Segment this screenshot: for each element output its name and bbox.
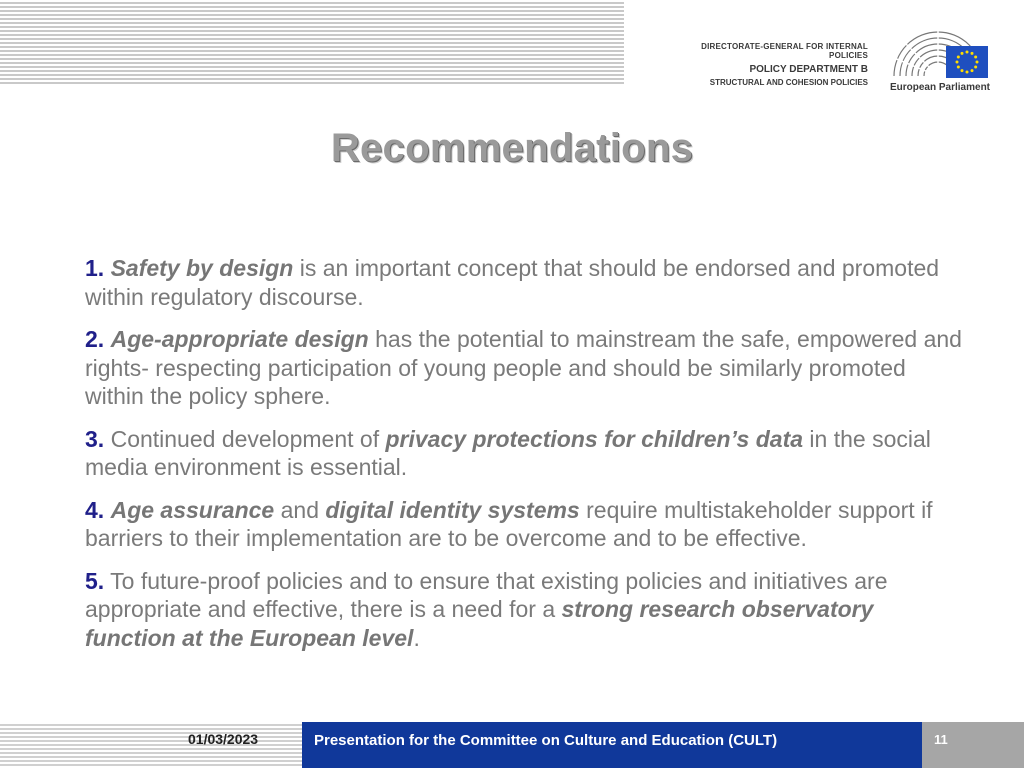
logo-label: European Parliament (889, 82, 991, 93)
footer-presentation-title: Presentation for the Committee on Culture and Education (CULT) (314, 732, 778, 749)
footer-date: 01/03/2023 (188, 731, 259, 747)
recommendation-item (85, 496, 970, 553)
page-number: 11 (934, 732, 948, 747)
department-header (664, 42, 868, 87)
eu-star-icon (974, 56, 977, 59)
parliament-hemicycle-icon (888, 24, 992, 82)
recommendation-text: To future-proof policies and to ensure that existing policies and initiatives are appropriate and effective, there is a need for a (85, 567, 888, 622)
header-stripes (0, 0, 624, 84)
eu-star-icon (966, 71, 969, 74)
policies-label: STRUCTURAL AND COHESION POLICIES (709, 78, 868, 87)
recommendation-text: is an important concept that should be endorsed and promoted within regulatory discourse. (85, 255, 940, 310)
directorate-label: DIRECTORATE-GENERAL FOR INTERNAL POLICIES (701, 42, 868, 60)
recommendation-text: require multistakeholder support if barriers to their implementation are to be overcome and to be effective. (85, 496, 933, 551)
emphasized-text: privacy protections for children’s data (385, 425, 804, 452)
emphasized-text: Age-appropriate design (110, 326, 369, 352)
eu-star-icon (961, 69, 964, 72)
recommendation-text: . (413, 624, 420, 651)
recommendation-number: 3. (85, 425, 105, 452)
footer-bar (302, 722, 922, 768)
recommendations-list (85, 254, 970, 666)
recommendation-text: Continued development of (104, 425, 386, 452)
recommendation-item (85, 567, 970, 653)
eu-star-icon (974, 66, 977, 69)
recommendation-item (85, 425, 970, 482)
eu-star-icon (961, 52, 964, 55)
page-title: Recommendations (330, 126, 694, 170)
emphasized-text: Age assurance (110, 496, 275, 523)
recommendation-text: has the potential to mainstream the safe, empowered and rights- respecting participation of young people and should be similarly promoted within the policy sphere. (85, 326, 962, 409)
page-number-box (922, 722, 1024, 768)
eu-star-icon (957, 56, 960, 59)
recommendation-text: in the social media environment is essential. (85, 425, 931, 480)
european-parliament-logo (888, 24, 992, 96)
emphasized-text: Safety by design (110, 255, 294, 281)
recommendation-number: 1. (85, 255, 105, 281)
eu-star-icon (966, 51, 969, 54)
eu-star-icon (976, 61, 979, 64)
eu-star-icon (957, 66, 960, 69)
emphasized-text: strong research observatory function at the European level (85, 596, 874, 651)
eu-star-icon (971, 69, 974, 72)
emphasized-text: digital identity systems (325, 496, 580, 523)
department-label: POLICY DEPARTMENT B (749, 64, 868, 75)
recommendation-item (85, 325, 970, 411)
eu-star-icon (956, 61, 959, 64)
recommendation-item (85, 254, 970, 311)
recommendation-number: 2. (85, 326, 105, 352)
recommendation-number: 5. (85, 567, 105, 594)
recommendation-text: and (274, 496, 326, 523)
eu-star-icon (971, 52, 974, 55)
recommendation-number: 4. (85, 496, 105, 523)
